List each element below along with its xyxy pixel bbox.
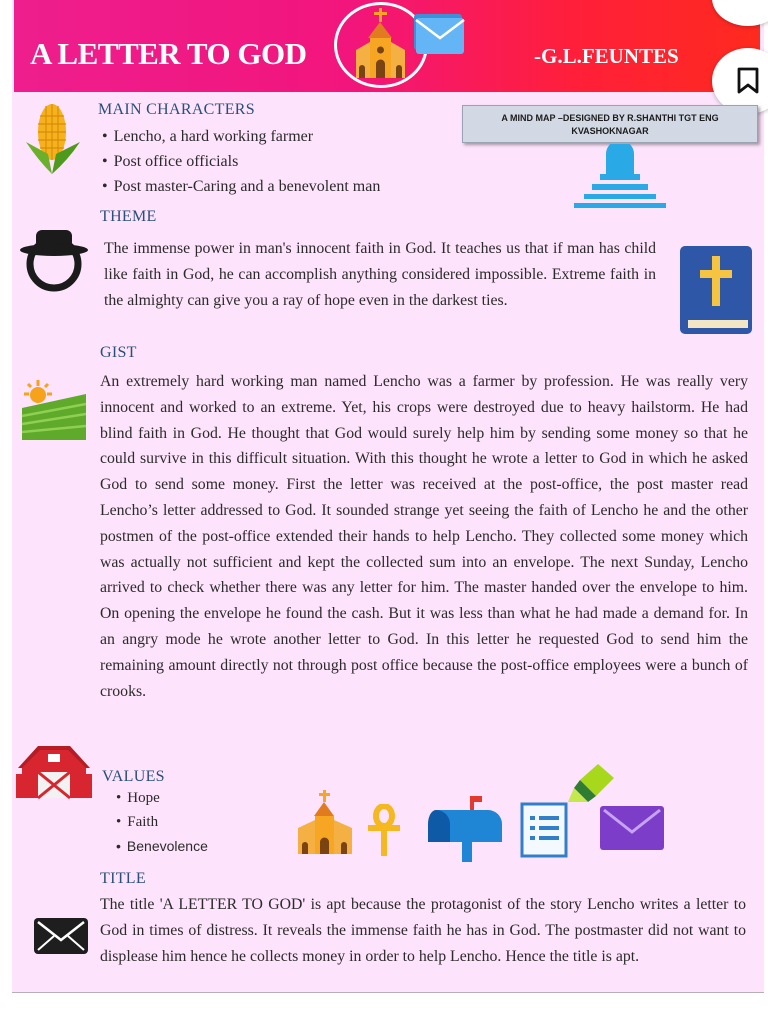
list-item: • Post office officials <box>102 149 380 174</box>
sun-field-icon <box>20 380 88 442</box>
page-bottom-border <box>12 992 764 993</box>
bible-icon <box>678 244 754 336</box>
title-section-heading: TITLE <box>100 870 146 887</box>
list-item: • Hope <box>116 786 208 810</box>
gist-text: An extremely hard working man named Lencho was a farmer by profession. He was really very innocent and worked to an extreme. Yet, his crops were destroyed due to heavy hailstorm. He had blind faith in God. He thought that God would surely help him by sending some money so that he could survive in this difficult situation. With this thought he wrote a letter to God in which he asked God to send some money. First the letter was received at the post-office, the post master read Lencho’s letter addressed to God. It sounded strange yet seeing the faith of Lencho he and the other postmen of the post-office extended their hands to help Lencho. They collected some money which was actually not sufficient and kept the collected sum into an envelope. The next Sunday, Lencho arrived to check whether there was any letter for him. The master handed over the envelope to him. On opening the envelope he found the cash. But it was less than what he had made a demand for. In an angry mode he wrote another letter to God. In this letter he requested God to send him the remaining amount directly not through post office because the post-office employees were a bunch of crooks. <box>100 373 748 700</box>
temple-icon <box>570 144 670 210</box>
corn-icon <box>24 102 84 178</box>
church-small-icon <box>294 790 356 856</box>
page-title: A LETTER TO GOD <box>30 36 307 71</box>
credit-box <box>462 105 758 143</box>
ankh-icon <box>364 804 404 858</box>
theme-heading: THEME <box>100 208 157 225</box>
credit-line-2: KVASHOKNAGAR <box>571 126 649 136</box>
values-list <box>116 786 208 858</box>
highlighter-icon <box>568 764 614 802</box>
mailbox-icon <box>426 792 506 864</box>
gist-heading: GIST <box>100 344 137 361</box>
list-item: • Faith <box>116 810 208 834</box>
church-icon <box>350 6 414 80</box>
envelope-purple-icon <box>598 804 666 852</box>
list-item: • Post master-Caring and a benevolent man <box>102 174 380 199</box>
envelope-icon <box>412 12 466 56</box>
farmer-hat-icon <box>18 226 90 292</box>
bookmark-icon <box>736 67 760 95</box>
credit-line-1: A MIND MAP –DESIGNED BY R.SHANTHI TGT ENG <box>501 113 719 123</box>
main-characters-list <box>102 124 380 199</box>
list-item: • Benevolence <box>116 834 208 858</box>
envelope-dark-icon <box>32 916 90 956</box>
barn-icon <box>14 744 94 800</box>
list-item: • Lencho, a hard working farmer <box>102 124 380 149</box>
values-heading: VALUES <box>102 768 165 785</box>
main-characters-heading: MAIN CHARACTERS <box>98 101 255 118</box>
title-section-text: The title 'A LETTER TO GOD' is apt because the protagonist of the story Lencho writes a letter to God in times of distress. It reveals the immense faith he has in God. The postmaster did not want to displease him hence he collects money in order to help Lencho. Hence the title is apt. <box>100 896 746 965</box>
author-name: -G.L.FEUNTES <box>534 44 679 68</box>
theme-text: The immense power in man's innocent faith in God. It teaches us that if man has child like faith in God, he can accomplish anything considered impossible. Extreme faith in the almighty can give you a ray of hope even in the darkest ties. <box>104 240 656 309</box>
